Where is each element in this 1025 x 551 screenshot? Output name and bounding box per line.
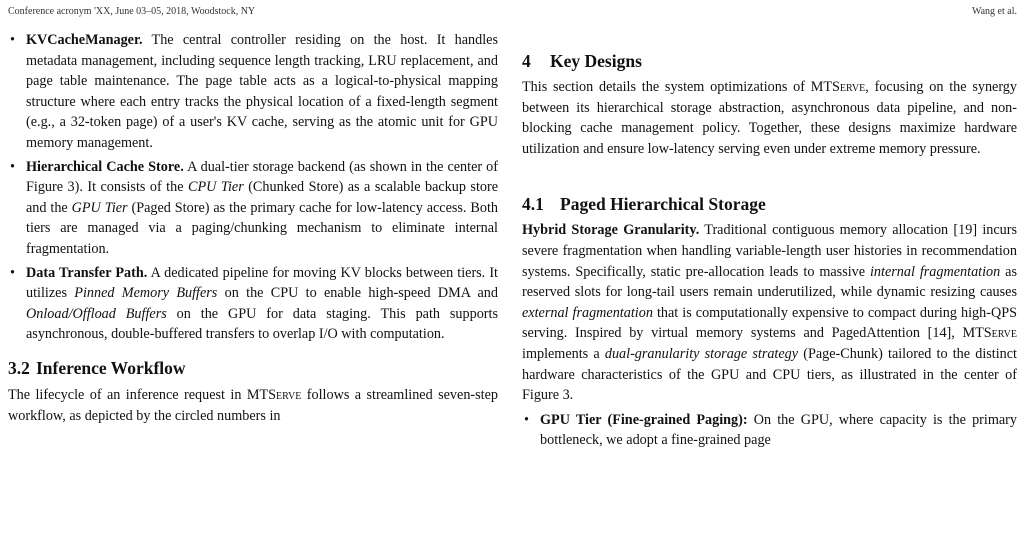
section-heading-3-2 [8,357,498,379]
item-text: on the GPU for data staging. This path supports asynchronous, double-buffered transfers to overlap I/O with computation. [26,305,498,343]
paragraph-run-in-heading: Hybrid Storage Granularity. [522,222,700,239]
paragraph-text: implements a [522,345,605,362]
section-title: Key Designs [550,51,642,71]
section-number: 4 [522,51,531,71]
component-list [8,30,498,345]
paragraph-text: (Page-Chunk) tailored to the distinct hardware characteristics of the GPU and CPU tiers, as illustrated in the center of Figure 3. [522,345,1018,404]
list-item-kvcachemanager [8,30,498,154]
item-emphasis: CPU Tier [188,179,244,196]
item-text: A dedicated pipeline for moving KV blocks between tiers. It utilizes [26,264,498,302]
paragraph-text: follows a streamlined seven-step workflow, as depicted by the circled numbers in [8,386,498,424]
bullet-icon: • [10,264,15,281]
item-title: Data Transfer Path. [26,264,148,281]
tier-list [522,410,1017,451]
item-emphasis: Onload/Offload Buffers [26,305,167,322]
list-item-data-transfer-path [8,263,498,345]
system-name: Serve [832,79,866,95]
paragraph-text: , focusing on the synergy between its hierarchical storage abstraction, asynchronous data pipeline, and non-blocking cache management policy. Together, these designs maximize hardware utilization and ensure low-latency serving even under extreme memory pressure. [522,79,1017,157]
system-name: Serve [983,325,1017,342]
paragraph-emphasis: external fragmentation [522,304,653,321]
item-text: A dual-tier storage backend (as shown in the center of Figure 3). It consists of the [26,158,498,196]
item-title: KVCacheManager. [26,32,143,48]
list-item-hierarchical-cache-store [8,157,498,260]
paragraph-hybrid-storage [522,220,1017,405]
right-column [522,30,1017,454]
section-heading-4-1 [522,193,1017,215]
bullet-icon: • [10,32,15,48]
paragraph-text: This section details the system optimizations of MT [522,79,833,95]
item-title: Hierarchical Cache Store. [26,158,184,175]
section-heading-4 [522,50,1017,72]
item-text: (Paged Store) as the primary cache for low-latency access. Both tiers are managed via a paging/chunking mechanism to eliminate internal fragmentation. [26,199,498,257]
bullet-icon: • [524,411,529,428]
paragraph-emphasis: internal fragmentation [869,263,1001,280]
bullet-icon: • [10,158,15,175]
paragraph-text: The lifecycle of an inference request in MT [8,386,269,403]
section-title: Inference Workflow [36,357,186,378]
section-number: 4.1 [522,194,544,215]
paragraph-text: that is computationally expensive to compact during high-QPS serving. Inspired by virtual memory systems and PagedAttention [14], MT [522,304,1017,342]
paragraph-text: Traditional contiguous memory allocation [19] incurs severe fragmentation when handling variable-length user histories in recommendation systems. Specifically, static pre-allocation leads to massive [522,222,1017,280]
paragraph-text: as reserved slots for long-tail users remain underutilized, while dynamic resizing causes [522,263,1017,301]
item-text: (Chunked Store) as a scalable backup store and the [26,179,498,216]
system-name: Serve [268,386,302,403]
item-text: On the GPU, where capacity is the primary bottleneck, we adopt a fine-grained page [540,411,1017,449]
paragraph-inference-workflow [8,385,498,426]
paragraph-emphasis: dual-granularity storage strategy [604,345,799,362]
item-emphasis: GPU Tier [71,199,128,216]
item-emphasis: Pinned Memory Buffers [74,285,218,302]
section-title: Paged Hierarchical Storage [560,194,766,215]
left-column [8,30,498,426]
item-text: on the CPU to enable high-speed DMA and [217,285,498,302]
running-header-right: Wang et al. [971,6,1017,17]
section-number: 3.2 [8,357,30,378]
paragraph-key-designs [522,77,1017,159]
item-text: The central controller residing on the host. It handles metadata management, including sequence length tracking, LRU replacement, and page table maintenance. The page table acts as a logical-to-physical mapping structure where each entry tracks the physical location of a fixed-length segment (e.g., a 32-token page) of a user's KV cache, serving as the atomic unit for GPU memory management. [26,32,498,151]
running-header-left: Conference acronym 'XX, June 03–05, 2018, Woodstock, NY [8,6,256,17]
item-title: GPU Tier (Fine-grained Paging): [540,411,748,428]
list-item-gpu-tier [522,410,1017,451]
